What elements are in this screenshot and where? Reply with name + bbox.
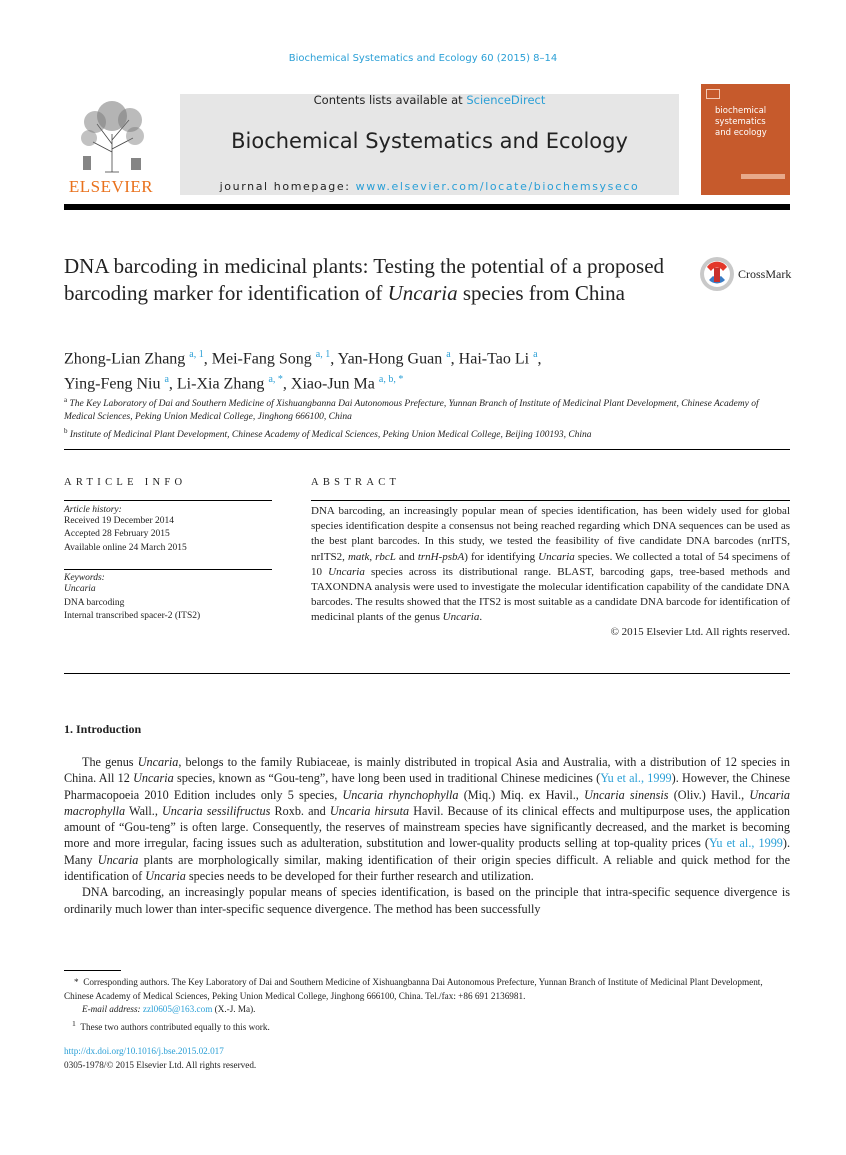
author-separator: , xyxy=(450,350,459,368)
journal-title: Biochemical Systematics and Ecology xyxy=(231,129,628,153)
crossmark-badge[interactable] xyxy=(699,256,791,292)
email-link[interactable]: zzl0605@163.com xyxy=(142,1004,213,1014)
author-affil-mark[interactable]: a, * xyxy=(268,374,283,386)
abstract-italic: Uncaria xyxy=(328,565,365,578)
abstract-span: DNA barcoding, an increasingly popular mean of species identification, has been widely used for global species identification despite a consensus not being reached regarding which DNA sequences can be used as the best plant barcodes. In this study, we tested the feasibility of five candidate DNA barcodes (nrITS, nrITS2, xyxy=(311,505,790,563)
article-info xyxy=(64,477,272,623)
author[interactable]: Ying-Feng Niu xyxy=(64,375,161,393)
article-title xyxy=(64,253,689,306)
abstract-italic: Uncaria xyxy=(538,550,575,563)
author-separator: , xyxy=(330,350,338,368)
journal-citation[interactable]: Biochemical Systematics and Ecology 60 (2015) 8–14 xyxy=(288,53,558,64)
abstract-italic: Uncaria xyxy=(442,611,480,624)
homepage-prefix: journal homepage: xyxy=(219,180,356,193)
italic-span: Uncaria macrophylla xyxy=(64,787,790,818)
cover-title-line: and ecology xyxy=(715,128,767,138)
introduction-body xyxy=(64,754,790,917)
text-span: plants are morphologically similar, making identification of their origin species difficult. A reliable and quick method for the identification of xyxy=(64,852,790,884)
abstract-text xyxy=(311,504,790,626)
paragraph xyxy=(64,754,790,884)
publisher-wordmark: ELSEVIER xyxy=(68,177,154,196)
abstract-heading: ABSTRACT xyxy=(311,477,401,488)
italic-span: Uncaria xyxy=(145,869,186,884)
keyword: DNA barcoding xyxy=(64,597,125,608)
italic-span: Uncaria xyxy=(137,755,179,769)
issn-line: 0305-1978/© 2015 Elsevier Ltd. All rights reserved. xyxy=(64,1060,257,1070)
journal-cover[interactable] xyxy=(701,84,790,195)
affiliation-mark: a xyxy=(64,396,68,404)
affiliation-text: The Key Laboratory of Dai and Southern Medicine of Xishuangbanna Dai Autonomous Prefecture, Yunnan Branch of Institute of Medicinal Plant Development, Chinese Academy of Medical Sciences, Peking Union Medical College, Jinghong 666100, China xyxy=(64,399,759,423)
abstract-italic: rbcL xyxy=(375,550,396,563)
author-affil-mark[interactable]: a xyxy=(533,349,538,360)
crossmark-icon xyxy=(699,256,735,292)
info-rule xyxy=(64,500,272,501)
history-label: Article history: xyxy=(64,505,122,515)
footnote-text: These two authors contributed equally to this work. xyxy=(80,1021,270,1032)
italic-span: Uncaria sinensis xyxy=(584,787,669,802)
introduction-heading: 1. Introduction xyxy=(64,722,142,736)
author-separator: , xyxy=(168,375,177,393)
contents-line xyxy=(180,93,679,107)
italic-span: Uncaria xyxy=(97,852,139,867)
abstract xyxy=(311,477,790,638)
abstract-span: and xyxy=(395,550,418,563)
abstract-span: species across its distributional range. BLAST, barcoding gaps, tree-based methods and TAXONDNA analysis were used to investigate the molecular identification capability of the candidate DNA barcodes. The results showed that the ITS2 is most suitable as a candidate DNA barcode for identification of medicinal plants of the genus xyxy=(311,565,790,624)
author[interactable]: Zhong-Lian Zhang xyxy=(64,350,186,368)
text-span: , belongs to the family Rubiaceae, is mainly distributed in tropical Asia and Australia, with a distribution of 12 species in China. All 12 xyxy=(64,755,790,786)
cover-title-line: biochemical xyxy=(715,106,767,116)
text-span: (Miq.) Miq. ex Havil., xyxy=(458,787,585,802)
elsevier-tree-icon xyxy=(75,94,149,174)
author[interactable]: Hai-Tao Li xyxy=(458,350,530,368)
text-span: (Oliv.) Havil., xyxy=(668,787,750,802)
crossmark-label: CrossMark xyxy=(738,267,792,281)
author-affil-mark[interactable]: a, 1 xyxy=(315,349,331,360)
title-genus: Uncaria xyxy=(387,280,458,305)
keywords xyxy=(64,573,272,623)
abstract-copyright: © 2015 Elsevier Ltd. All rights reserved. xyxy=(610,625,790,638)
author-affil-mark[interactable]: a, b, * xyxy=(378,374,404,386)
italic-span: Uncaria sessilifructus xyxy=(161,803,271,818)
accepted-date: Accepted 28 February 2015 xyxy=(64,529,170,540)
title-text-end: species from China xyxy=(457,280,625,305)
doi-link[interactable]: http://dx.doi.org/10.1016/j.bse.2015.02.017 xyxy=(64,1046,224,1056)
footnote-text: Corresponding authors. The Key Laboratory of Dai and Southern Medicine of Xishuangbanna Dai Autonomous Prefecture, Yunnan Branch of Institute of Medicinal Plant Development, Chinese Academy of Medical Sciences, Peking Union Medical College, Jinghong 666100, China. Tel./fax: +86 691 2136981. xyxy=(64,977,763,1001)
keyword: Uncaria xyxy=(64,584,96,595)
italic-span: Uncaria xyxy=(133,771,174,786)
text-span: species, known as “Gou-teng”, have long been used in traditional Chinese medicines ( xyxy=(173,771,601,786)
email-owner: (X.-J. Ma). xyxy=(212,1004,256,1014)
corresponding-footnote xyxy=(64,976,790,1003)
email-footnote xyxy=(64,1003,790,1017)
author-list xyxy=(64,344,790,395)
cover-title-line: systematics xyxy=(715,117,766,127)
author[interactable]: Mei-Fang Song xyxy=(211,350,312,368)
online-date: Available online 24 March 2015 xyxy=(64,542,187,553)
author-affil-mark[interactable]: a, 1 xyxy=(189,349,204,360)
email-label: E-mail address: xyxy=(82,1004,141,1014)
affiliations xyxy=(64,394,790,442)
section-rule xyxy=(64,673,790,674)
article-history xyxy=(64,505,272,555)
homepage-line xyxy=(180,180,679,193)
journal-masthead xyxy=(180,94,679,195)
text-span: Wall., xyxy=(125,803,162,818)
affiliation-mark: b xyxy=(64,426,68,435)
author-affil-mark[interactable]: a xyxy=(446,349,451,360)
italic-span: Uncaria rhynchophylla xyxy=(342,787,459,802)
text-span: Havil. Because of its clinical effects and multipurpose uses, the application amount of “Gou-teng” is often large. Consequently, the reserves of mainstream species have significantly decreased, and the market is becoming more and more irregular, facing issues such as adulteration, substitution and lower-quality products selling at top-quality prices ( xyxy=(64,803,790,851)
article-info-heading: ARTICLE INFO xyxy=(64,477,187,488)
text-span: The genus xyxy=(82,755,138,769)
text-span: ). Many xyxy=(64,836,790,867)
text-span: Roxb. and xyxy=(270,803,330,818)
abstract-span: . xyxy=(479,611,483,624)
affiliation-b xyxy=(64,425,790,442)
text-span: ). However, the Chinese Pharmacopoeia 2010 Edition includes only 5 species, xyxy=(64,771,790,802)
author-separator: , xyxy=(537,350,542,368)
abstract-italic: matk xyxy=(347,550,370,563)
section-rule xyxy=(64,449,790,450)
elsevier-logo[interactable] xyxy=(63,94,159,198)
citation-link[interactable]: Yu et al., 1999 xyxy=(600,771,672,786)
author[interactable]: Yan-Hong Guan xyxy=(337,350,443,368)
equal-contribution-footnote xyxy=(64,1017,790,1035)
received-date: Received 19 December 2014 xyxy=(64,516,174,526)
sciencedirect-link[interactable]: ScienceDirect xyxy=(466,93,546,107)
cover-publisher-mark xyxy=(741,174,785,179)
info-rule xyxy=(64,569,272,570)
header-rule xyxy=(64,204,790,210)
abstract-span: , xyxy=(369,550,376,563)
keyword: Internal transcribed spacer-2 (ITS2) xyxy=(64,611,201,622)
abstract-span: species. We collected a total of 54 specimens of 10 xyxy=(311,550,790,578)
abstract-italic: trnH-psbA xyxy=(417,550,465,563)
author-separator: , xyxy=(203,350,212,368)
author-affil-mark[interactable]: a xyxy=(164,374,169,386)
contents-prefix: Contents lists available at xyxy=(313,93,467,107)
citation-link[interactable]: Yu et al., 1999 xyxy=(708,836,783,851)
author[interactable]: Xiao-Jun Ma xyxy=(290,375,375,393)
abstract-span: ) for identifying xyxy=(464,550,539,563)
title-text: DNA barcoding in medicinal plants: Testing the potential of a proposed barcoding marker for identification of xyxy=(64,254,665,305)
affiliation-a xyxy=(64,394,790,425)
italic-span: Uncaria hirsuta xyxy=(329,803,410,818)
footnote-rule xyxy=(64,970,121,971)
footnotes xyxy=(64,976,790,1034)
author-separator: , xyxy=(282,375,291,393)
affiliation-text: Institute of Medicinal Plant Development, Chinese Academy of Medical Sciences, Peking Union Medical College, Beijing 100193, China xyxy=(69,429,592,440)
paragraph: DNA barcoding, an increasingly popular means of species identification, is based on the principle that intra-specific sequence divergence is ordinarily much lower than inter-specific sequence divergence. The method has been successfully xyxy=(64,885,790,916)
text-span: species needs to be developed for their further research and utilization. xyxy=(185,869,534,884)
footnote-mark: 1 xyxy=(72,1018,76,1028)
footnote-mark: * xyxy=(74,977,79,987)
homepage-link[interactable]: www.elsevier.com/locate/biochemsyseco xyxy=(355,180,640,193)
keywords-label: Keywords: xyxy=(64,573,105,584)
author[interactable]: Li-Xia Zhang xyxy=(176,375,265,393)
cover-title xyxy=(715,106,767,139)
abstract-rule xyxy=(311,500,790,501)
cover-logo-icon xyxy=(706,89,720,99)
